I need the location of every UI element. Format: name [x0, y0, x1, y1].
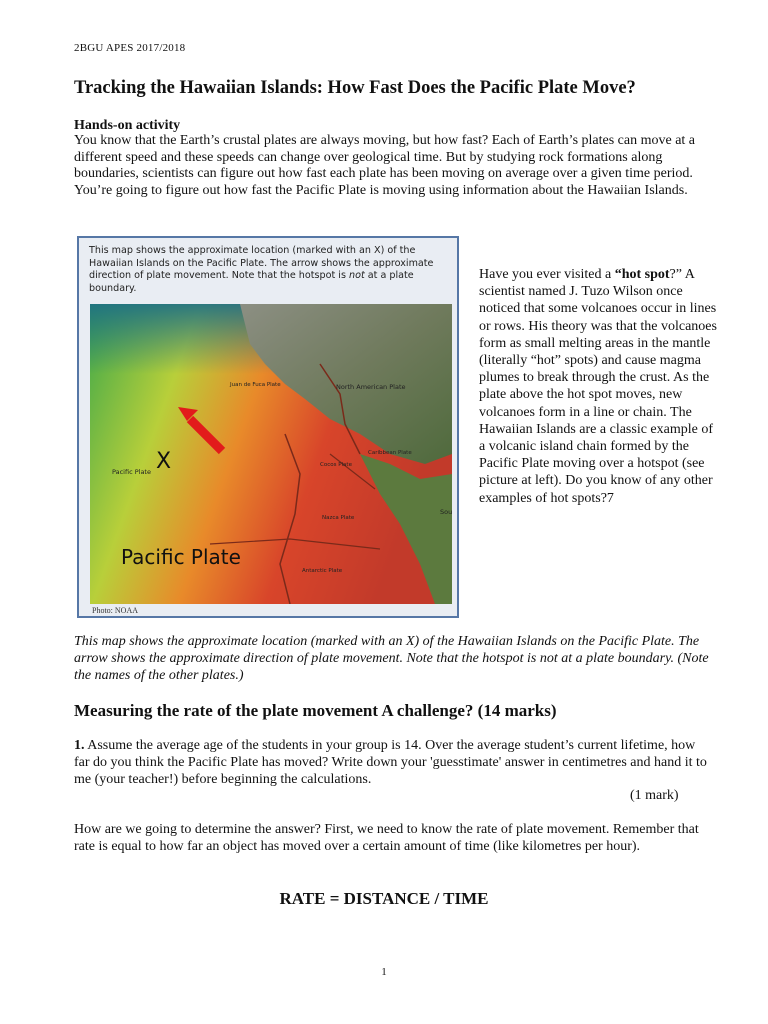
south-american-edge-label: Sou [440, 508, 452, 516]
activity-heading: Hands-on activity [74, 118, 181, 133]
document-header: 2BGU APES 2017/2018 [74, 42, 186, 54]
north-american-label: North American Plate [336, 383, 406, 391]
hawaii-x-marker: X [156, 449, 172, 474]
pacific-plate-label: Pacific Plate [121, 545, 241, 569]
question-1: 1. Assume the average age of the students in your group is 14. Over the average student’s current lifetime, how far do you think the Pacific Plate has moved? Write down your 'guesstimate' answer in centimetres and hand it to me (your teacher!) before beginning the calculations. [74, 738, 707, 788]
pacific-plate-small-label: Pacific Plate [112, 468, 151, 476]
page-title: Tracking the Hawaiian Islands: How Fast Does the Pacific Plate Move? [74, 78, 636, 98]
rate-explanation: How are we going to determine the answer? First, we need to know the rate of plate movement. Remember that rate is equal to how far an object has moved over a certain amount of time (like kilometres per hour). [74, 822, 699, 855]
map-caption: This map shows the approximate location (marked with an X) of the Hawaiian Islands on the Pacific Plate. The arrow shows the approximate direction of plate movement. Note that the hotspot is not at a plate boundary. [89, 245, 434, 294]
cocos-label: Cocos Plate [320, 462, 352, 468]
section-heading: Measuring the rate of the plate movement A challenge? (14 marks) [74, 701, 557, 720]
page-number: 1 [381, 966, 387, 978]
nazca-label: Nazca Plate [322, 515, 355, 521]
caribbean-label: Caribbean Plate [368, 450, 412, 456]
hotspot-sidebar: Have you ever visited a “hot spot?” A scientist named J. Tuzo Wilson once noticed that some volcanoes occur in lines or rows. His theory was that the volcanoes form as small melting areas in the mantle (literally “hot” spots) and cause magma plumes to break through the crust. As the plate above the hot spot moves, new volcanoes form in a line or chain. The Hawaiian Islands are a classic example of a volcanic island chain formed by the Pacific Plate moving over a hotspot (see picture at left). Do you know of any other examples of hot spots?7 [479, 267, 717, 506]
plate-map-figure [77, 236, 459, 618]
question-1-marks: (1 mark) [630, 788, 679, 803]
photo-credit: Photo: NOAA [92, 606, 139, 615]
rate-formula: RATE = DISTANCE / TIME [279, 889, 489, 908]
figure-caption: This map shows the approximate location (marked with an X) of the Hawaiian Islands on the Pacific Plate. The arrow shows the approximate direction of plate movement. Note that the hotspot is not at a plate boundary. (Note the names of the other plates.) [74, 634, 709, 684]
pacific-plate-map [90, 304, 452, 604]
antarctic-label: Antarctic Plate [302, 568, 343, 574]
activity-body: You know that the Earth’s crustal plates are always moving, but how fast? Each of Earth’s plates can move at a different speed and these speeds can change over geological time. But by studying rock formations along boundaries, scientists can figure out how fast each plate has been moving on average over a given time period. You’re going to figure out how fast the Pacific Plate is moving using information about the Hawaiian Islands. [74, 133, 696, 198]
juan-de-fuca-label: Juan de Fuca Plate [230, 382, 281, 388]
